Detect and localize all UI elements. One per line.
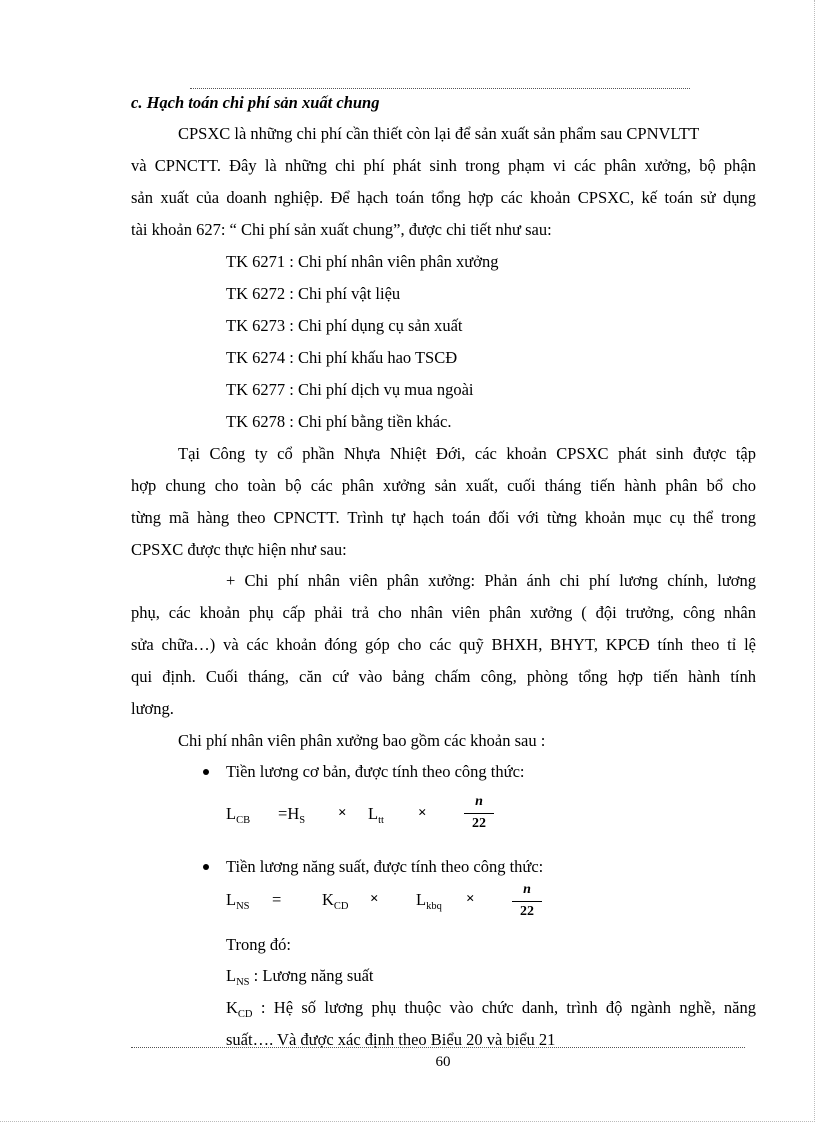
definition-lns: $L_{NS}$ : Lương năng suất: [226, 966, 374, 988]
header-rule: [190, 88, 690, 89]
definition-kcd-cont: suất…. Và được xác định theo Biểu 20 và biểu 21: [226, 1030, 556, 1049]
para1-line1: CPSXC là những chi phí cần thiết còn lại để sản xuất sản phẩm sau CPNVLTT: [178, 124, 700, 143]
formula1-lt: $L_{tt}$: [368, 804, 384, 826]
formula2-times-2: ×: [466, 891, 475, 907]
para1-line4: tài khoản 627: “ Chi phí sản xuất chung”, được chi tiết như sau:: [131, 220, 552, 239]
formula2-lhs: $L_{NS}$: [226, 890, 250, 912]
formula2-denominator: 22: [520, 904, 534, 919]
para1-line2: và CPNCTT. Đây là những chi phí phát sinh trong phạm vi các phân xưởng, bộ phận: [131, 156, 756, 175]
formula1-eq: $=H_S$: [278, 804, 306, 826]
footer-rule: [131, 1047, 745, 1048]
account-6273: TK 6273 : Chi phí dụng cụ sản xuất: [226, 316, 463, 335]
account-6277: TK 6277 : Chi phí dịch vụ mua ngoài: [226, 380, 474, 399]
para3-line5: lương.: [131, 699, 174, 718]
formula2-fraction: [512, 882, 542, 920]
para3-line2: phụ, các khoản phụ cấp phải trả cho nhân viên phân xưởng ( đội trưởng, công nhân: [131, 603, 756, 622]
formula2-fraction-bar: [512, 901, 542, 902]
page-number: 60: [435, 1054, 451, 1070]
formula1-lhs: $L_{CB}$: [226, 804, 251, 826]
formula2-numerator: n: [523, 882, 531, 897]
account-6274: TK 6274 : Chi phí khấu hao TSCĐ: [226, 348, 458, 367]
formula1-numerator: n: [475, 794, 483, 809]
para2-line2: hợp chung cho toàn bộ các phân xưởng sản xuất, cuối tháng tiến hành phân bổ cho: [131, 476, 756, 495]
bullet-1: [203, 769, 209, 775]
para2-line1: Tại Công ty cổ phần Nhựa Nhiệt Đới, các khoản CPSXC phát sinh được tập: [178, 444, 756, 463]
account-6278: TK 6278 : Chi phí bằng tiền khác.: [226, 412, 452, 431]
formula2-eq: =: [272, 890, 282, 909]
formula2-k: $K_{CD}$: [322, 890, 349, 912]
formula1-times-1: ×: [338, 805, 347, 821]
formula1-fraction: [464, 794, 494, 832]
para2-line3: từng mã hàng theo CPNCTT. Trình tự hạch toán đối với từng khoản mục cụ thể trong: [131, 508, 756, 527]
formula2-times-1: ×: [370, 891, 379, 907]
account-6271: TK 6271 : Chi phí nhân viên phân xưởng: [226, 252, 499, 271]
section-heading: c. Hạch toán chi phí sản xuất chung: [131, 93, 380, 112]
para2-line4: CPSXC được thực hiện như sau:: [131, 540, 347, 559]
bullet1-text: Tiền lương cơ bản, được tính theo công thức:: [226, 762, 525, 781]
para4: Chi phí nhân viên phân xưởng bao gồm các khoản sau :: [178, 731, 546, 750]
para3-line3: sửa chữa…) và các khoản đóng góp cho các quỹ BHXH, BHYT, KPCĐ tính theo tỉ lệ: [131, 635, 756, 654]
where-label: Trong đó:: [226, 935, 291, 954]
bullet2-text: Tiền lương năng suất, được tính theo công thức:: [226, 857, 544, 876]
formula1-fraction-bar: [464, 813, 494, 814]
formula2-lkbq: $L_{kbq}$: [416, 890, 442, 912]
para3-line1: + Chi phí nhân viên phân xưởng: Phản ánh chi phí lương chính, lương: [226, 571, 756, 590]
para3-line4: qui định. Cuối tháng, căn cứ vào bảng chấm công, phòng tổng hợp tiến hành tính: [131, 667, 756, 686]
formula1-times-2: ×: [418, 805, 427, 821]
formula1-denominator: 22: [472, 816, 486, 831]
account-6272: TK 6272 : Chi phí vật liệu: [226, 284, 401, 303]
definition-kcd: $K_{CD}$ : Hệ số lương phụ thuộc vào chức danh, trình độ ngành nghề, năng: [226, 998, 757, 1020]
bullet-2: [203, 864, 209, 870]
para1-line3: sản xuất của doanh nghiệp. Để hạch toán tổng hợp các khoản CPSXC, kế toán sử dụng: [131, 188, 756, 207]
